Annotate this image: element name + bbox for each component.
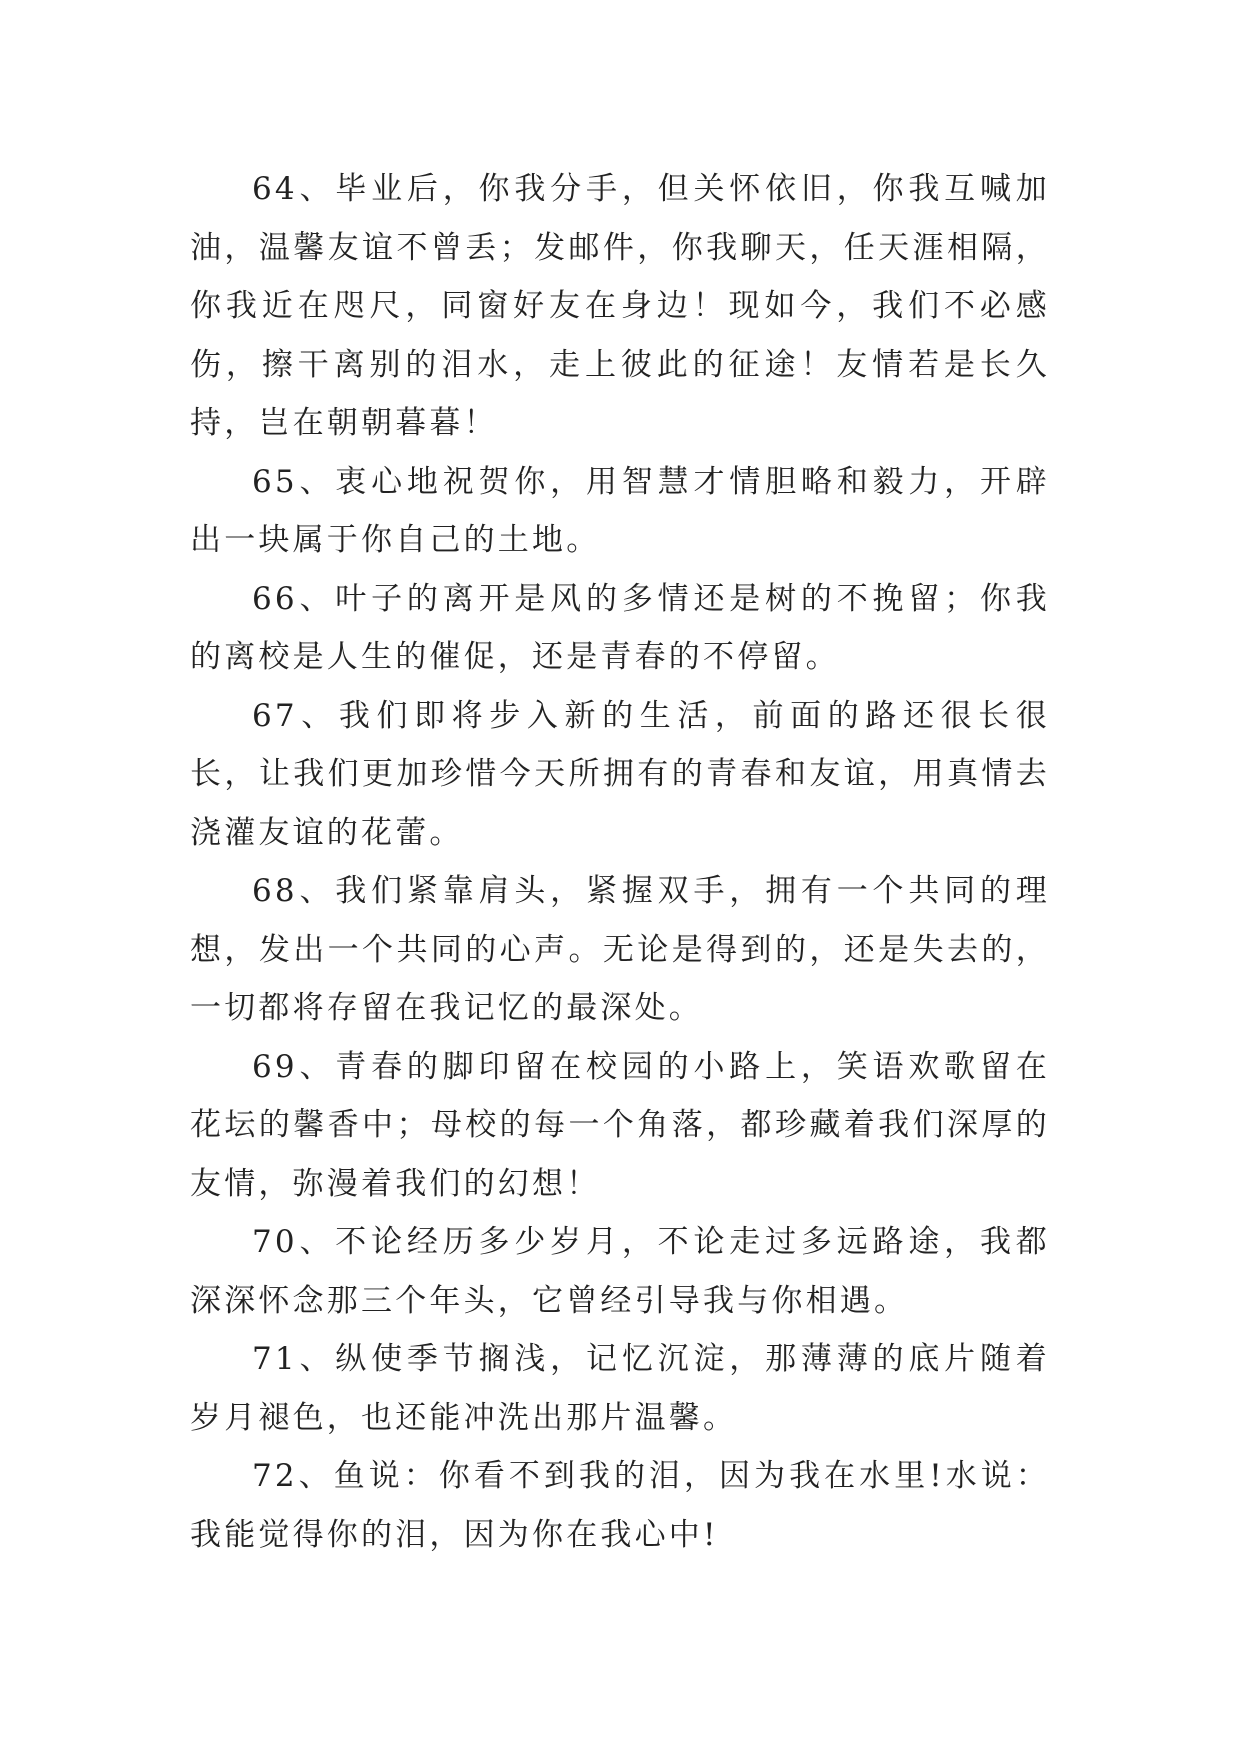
paragraph-70: 70、不论经历多少岁月，不论走过多远路途，我都深深怀念那三个年头，它曾经引导我与你相遇。 (190, 1224, 1050, 1319)
paragraph-65: 65、衷心地祝贺你，用智慧才情胆略和毅力，开辟出一块属于你自己的土地。 (190, 463, 1050, 558)
paragraph-67: 67、我们即将步入新的生活，前面的路还很长很长，让我们更加珍惜今天所拥有的青春和友谊，用真情去浇灌友谊的花蕾。 (190, 697, 1050, 851)
document-body (190, 160, 1050, 1564)
paragraph-69: 69、青春的脚印留在校园的小路上，笑语欢歌留在花坛的馨香中；母校的每一个角落，都珍藏着我们深厚的友情，弥漫着我们的幻想！ (190, 1048, 1050, 1202)
paragraph-68: 68、我们紧靠肩头，紧握双手，拥有一个共同的理想，发出一个共同的心声。无论是得到的，还是失去的，一切都将存留在我记忆的最深处。 (190, 873, 1050, 1026)
paragraph-71: 71、纵使季节搁浅，记忆沉淀，那薄薄的底片随着岁月褪色，也还能冲洗出那片温馨。 (190, 1341, 1050, 1436)
paragraph-64: 64、毕业后，你我分手，但关怀依旧，你我互喊加油，温馨友谊不曾丢；发邮件，你我聊天，任天涯相隔，你我近在咫尺，同窗好友在身边！现如今，我们不必感伤，擦干离别的泪水，走上彼此的征途！友情若是长久持，岂在朝朝暮暮！ (190, 171, 1050, 441)
paragraph-66: 66、叶子的离开是风的多情还是树的不挽留；你我的离校是人生的催促，还是青春的不停留。 (190, 580, 1050, 675)
paragraph-72: 72、鱼说：你看不到我的泪，因为我在水里!水说：我能觉得你的泪，因为你在我心中! (190, 1458, 1050, 1553)
